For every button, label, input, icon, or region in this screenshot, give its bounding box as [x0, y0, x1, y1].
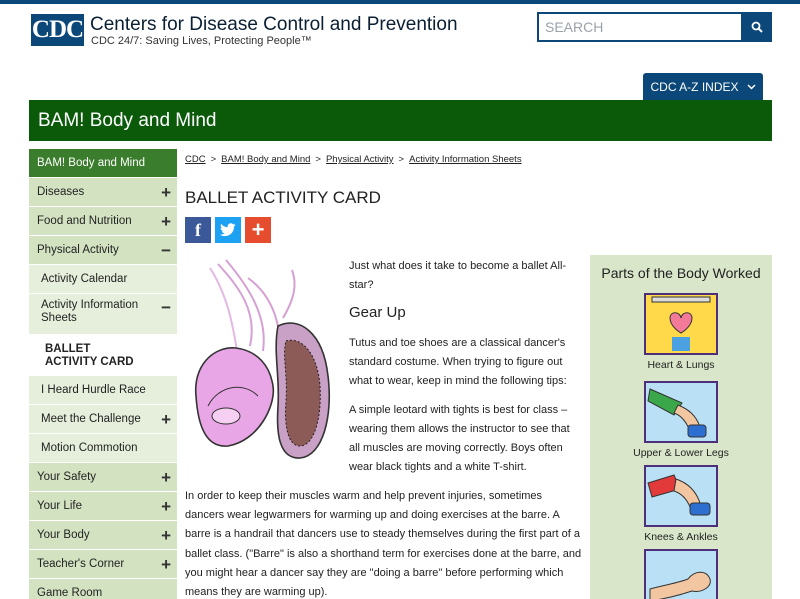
- expand-icon[interactable]: +: [161, 467, 171, 487]
- sidebar-item-bam-home[interactable]: [29, 149, 177, 178]
- sidebar-item-motion-commotion[interactable]: [29, 434, 177, 463]
- plus-icon: +: [251, 217, 265, 242]
- breadcrumb-link-physical-activity[interactable]: Physical Activity: [325, 154, 394, 165]
- leotard-paragraph: A simple leotard with tights is best for class – wearing them allows the instructor to see that all muscles are moving correctly. Boys often wear black tights and a white T-shirt.: [349, 404, 570, 473]
- chevron-down-icon: [747, 84, 756, 90]
- expand-icon[interactable]: +: [161, 554, 171, 574]
- arm-image: [644, 549, 718, 599]
- sidebar-item-label: Your Safety: [37, 471, 97, 483]
- body-part-label: Upper & Lower Legs: [633, 447, 729, 459]
- sidebar-item-label: Activity Information Sheets: [41, 299, 139, 324]
- body-part-arms: [590, 549, 772, 599]
- banner-title[interactable]: BAM! Body and Mind: [38, 110, 217, 131]
- twitter-share-button[interactable]: [215, 217, 241, 243]
- cdc-logo[interactable]: CDC: [31, 14, 84, 46]
- costume-paragraph: Tutus and toe shoes are a classical dancer's standard costume. When trying to figure out what to wear, keep in mind the following tips:: [349, 337, 567, 387]
- body-part-knees-ankles: [590, 465, 772, 543]
- sidebar-item-label: Motion Commotion: [41, 442, 138, 454]
- sidebar-nav: [29, 149, 177, 599]
- sidebar-item-label: BALLET ACTIVITY CARD: [45, 343, 134, 368]
- expand-icon[interactable]: +: [161, 496, 171, 516]
- site-title[interactable]: Centers for Disease Control and Prevention: [90, 14, 458, 35]
- knees-ankles-image: [644, 465, 718, 527]
- ballet-shoes-illustration: [188, 256, 338, 466]
- sidebar-item-label: Activity Calendar: [41, 273, 128, 285]
- site-banner: [29, 100, 772, 141]
- top-stripe: [0, 0, 800, 4]
- body-part-label: Heart & Lungs: [647, 359, 715, 371]
- az-index-label: CDC A-Z INDEX: [650, 79, 739, 94]
- gear-up-heading: Gear Up: [349, 304, 406, 321]
- sidebar-item-diseases[interactable]: [29, 178, 177, 207]
- breadcrumb-link-cdc[interactable]: CDC: [185, 154, 206, 165]
- sidebar-item-your-safety[interactable]: [29, 463, 177, 492]
- sidebar-item-label: Meet the Challenge: [41, 413, 141, 425]
- sidebar-item-label: Diseases: [37, 186, 85, 198]
- breadcrumb-separator: >: [398, 154, 405, 165]
- breadcrumb-link-info-sheets[interactable]: Activity Information Sheets: [409, 154, 522, 165]
- site-tagline: CDC 24/7: Saving Lives, Protecting People™: [91, 35, 312, 47]
- body-part-upper-lower-legs: [590, 381, 772, 459]
- sidebar-item-game-room[interactable]: [29, 579, 177, 599]
- breadcrumb-separator: >: [315, 154, 321, 165]
- search-button[interactable]: [741, 12, 772, 42]
- breadcrumb-link-bam[interactable]: BAM! Body and Mind: [221, 154, 311, 165]
- sidebar-item-label: Your Life: [37, 500, 82, 512]
- sidebar-item-label: Game Room: [37, 587, 103, 599]
- sidebar-item-teachers-corner[interactable]: [29, 550, 177, 579]
- sidebar-item-hurdle-race[interactable]: [29, 376, 177, 405]
- sidebar-item-activity-calendar[interactable]: [29, 265, 177, 294]
- sidebar-item-label: Your Body: [37, 529, 90, 541]
- expand-icon[interactable]: +: [161, 409, 171, 429]
- more-share-button[interactable]: [245, 217, 271, 243]
- intro-text: Just what does it take to become a ballet All-star?: [349, 260, 567, 291]
- body-parts-title: Parts of the Body Worked: [601, 265, 761, 281]
- sidebar-item-label: Food and Nutrition: [37, 215, 132, 227]
- sidebar-item-your-body[interactable]: [29, 521, 177, 550]
- search-input[interactable]: [537, 12, 743, 42]
- twitter-icon: [220, 223, 236, 237]
- sidebar-item-activity-info-sheets[interactable]: [29, 294, 177, 335]
- heart-lungs-image: [644, 293, 718, 355]
- sidebar-item-food-nutrition[interactable]: [29, 207, 177, 236]
- collapse-icon[interactable]: −: [161, 298, 171, 317]
- body-part-label: Knees & Ankles: [644, 531, 718, 543]
- collapse-icon[interactable]: −: [161, 240, 171, 260]
- expand-icon[interactable]: +: [161, 525, 171, 545]
- breadcrumb: [185, 154, 522, 165]
- az-index-button[interactable]: [643, 73, 763, 100]
- sidebar-item-meet-challenge[interactable]: [29, 405, 177, 434]
- search-icon: [751, 21, 763, 33]
- sidebar-item-label: Teacher's Corner: [37, 558, 125, 570]
- sidebar-item-label: Physical Activity: [37, 244, 119, 256]
- sidebar-item-label: BAM! Body and Mind: [37, 157, 146, 169]
- sidebar-item-ballet-activity-card[interactable]: [29, 335, 177, 376]
- legs-image: [644, 381, 718, 443]
- breadcrumb-separator: >: [210, 154, 217, 165]
- sidebar-item-label: I Heard Hurdle Race: [41, 384, 146, 396]
- expand-icon[interactable]: +: [161, 211, 171, 231]
- facebook-share-button[interactable]: [185, 217, 211, 243]
- body-part-heart-lungs: [590, 293, 772, 371]
- page-title: BALLET ACTIVITY CARD: [185, 188, 381, 207]
- body-parts-panel: [590, 255, 772, 599]
- sidebar-item-physical-activity[interactable]: [29, 236, 177, 265]
- facebook-icon: f: [195, 219, 201, 240]
- expand-icon[interactable]: +: [161, 182, 171, 202]
- sidebar-item-your-life[interactable]: [29, 492, 177, 521]
- legwarmers-paragraph: In order to keep their muscles warm and help prevent injuries, sometimes dancers wear legwarmers for warming up and doing exercises at the barre. A barre is a handrail that dancers use to steady themselves during the first part of a ballet class. ("Barre" is also a shorthand term for exercises done at the barre, and you might hear a dancer say they are "doing a barre" before performing which means they are warming up).: [185, 490, 582, 599]
